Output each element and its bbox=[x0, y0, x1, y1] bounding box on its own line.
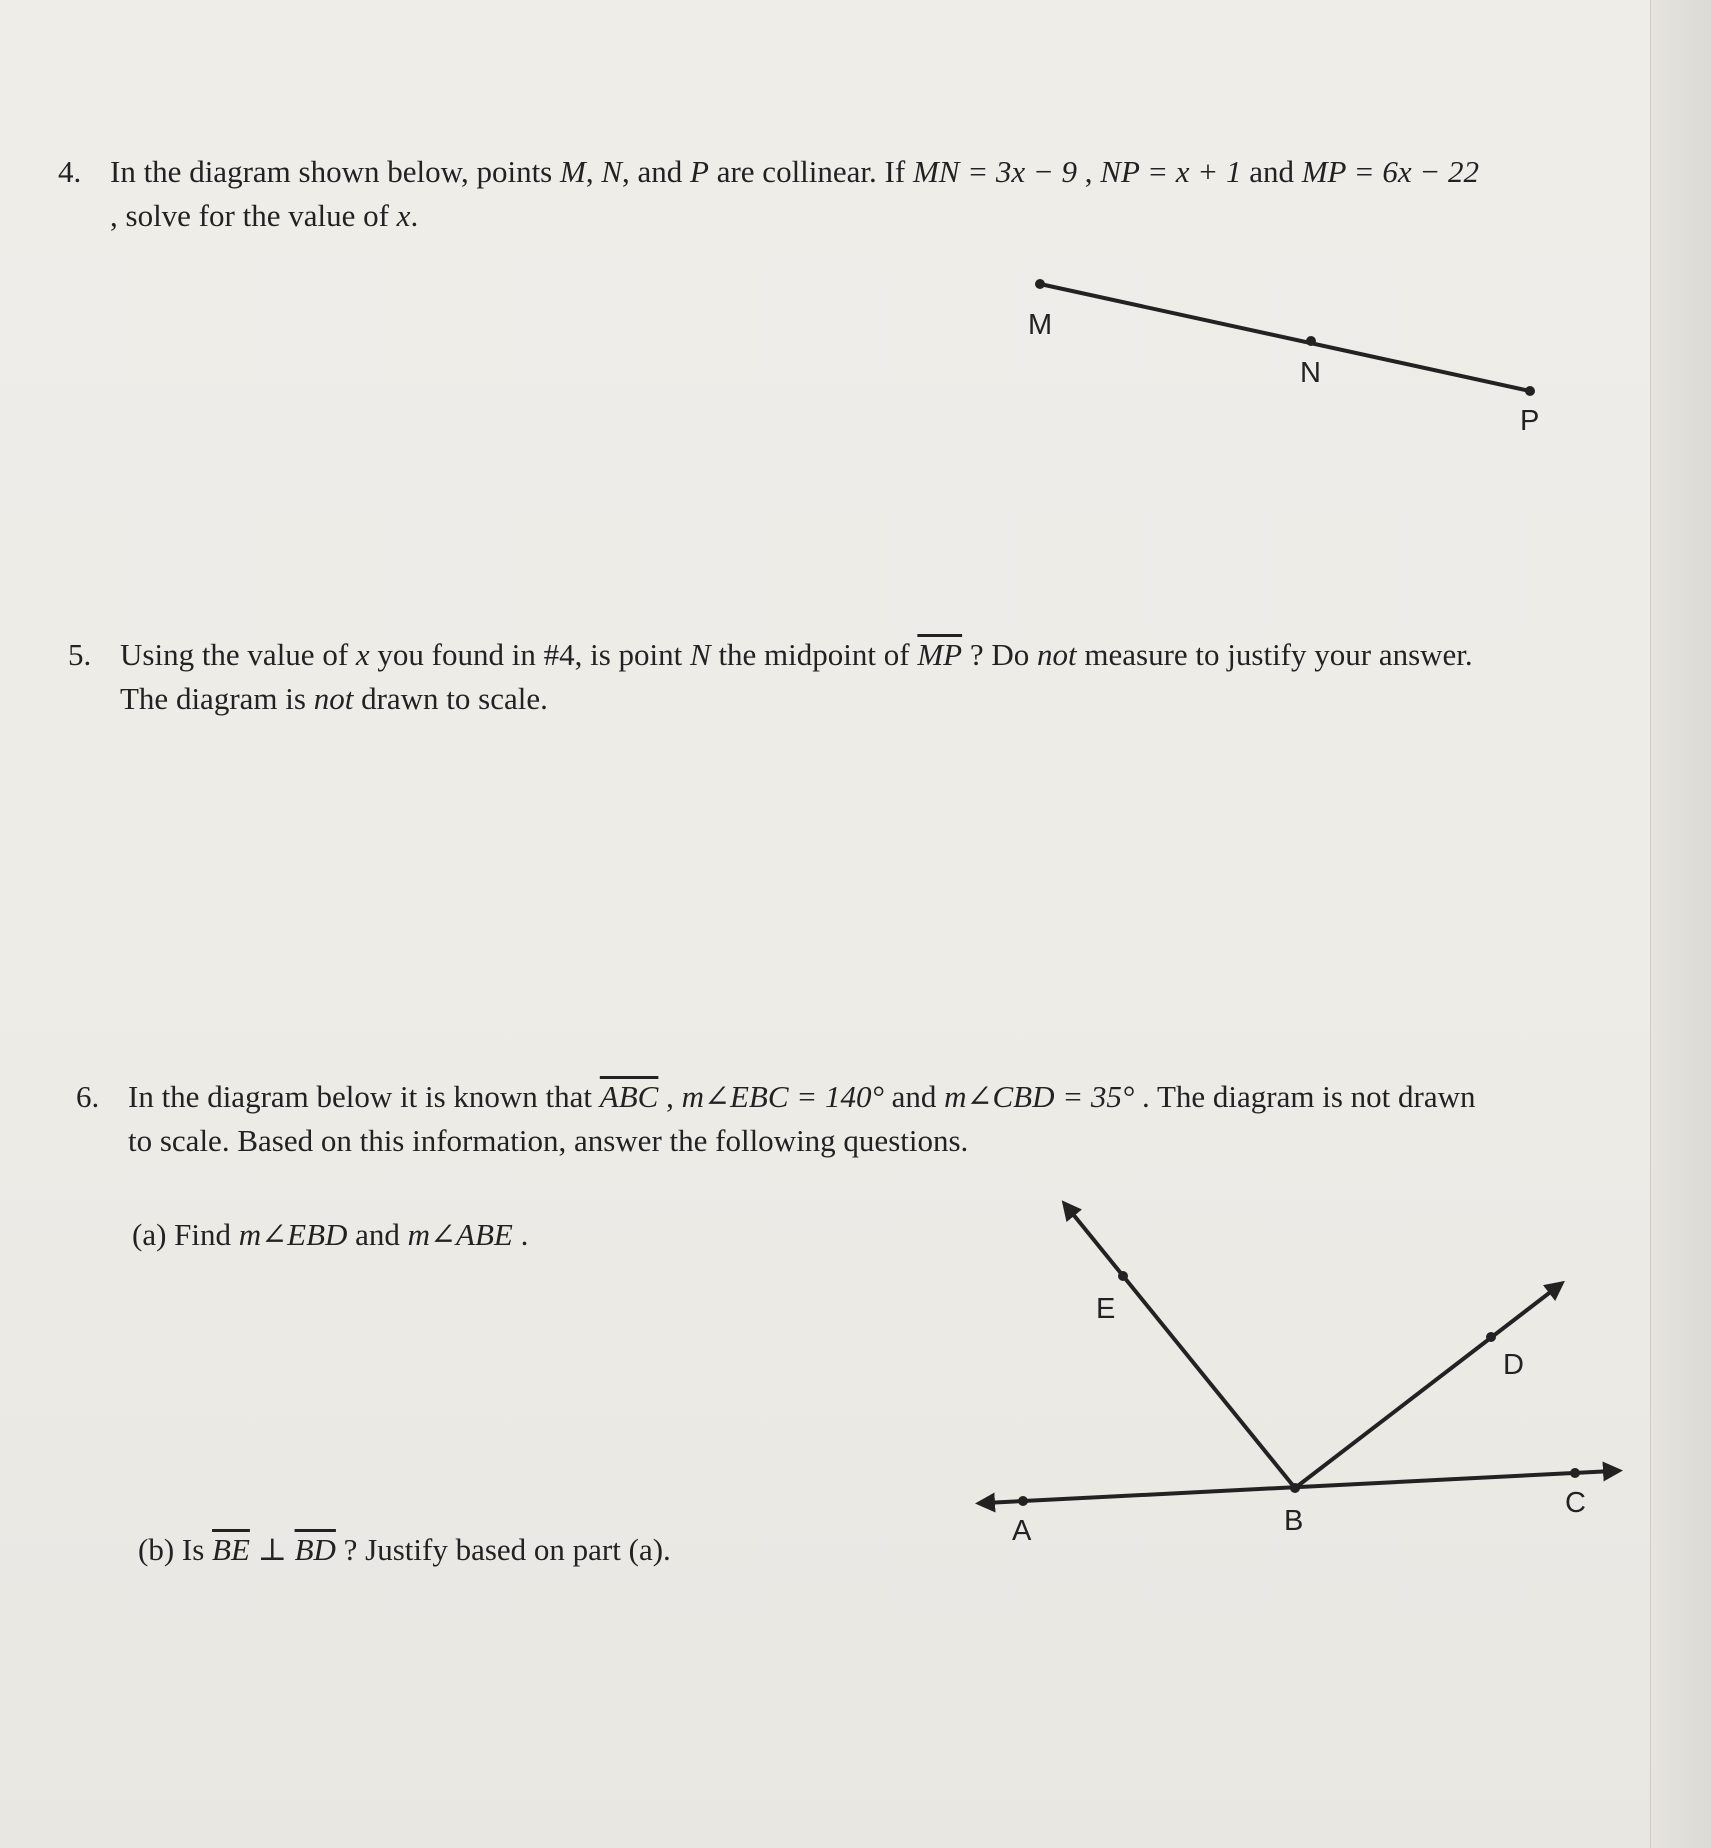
collinear-diagram bbox=[1028, 279, 1539, 437]
label-c: C bbox=[1565, 1487, 1586, 1519]
angle-cbd: m∠CBD = 35° bbox=[944, 1079, 1135, 1114]
label-a: A bbox=[1012, 1515, 1032, 1547]
ray-bd: $\overline{BD}$ bbox=[294, 1532, 336, 1567]
question-4: 4. In the diagram shown below, points M, N, and P are collinear. If MN = 3x − 9 , NP = x + 1 and MP = 6x − 22 , solve for the value of x. bbox=[58, 150, 1538, 238]
angle-diagram bbox=[985, 1208, 1613, 1547]
question-6a: (a) Find m∠EBD and m∠ABE . bbox=[132, 1217, 529, 1252]
label-d: D bbox=[1503, 1349, 1524, 1381]
point-a bbox=[1018, 1496, 1028, 1506]
question-6b: (b) Is $\overline{BE}$ ⊥ $\overline{BD}$ ? Justify based on part (a). bbox=[138, 1532, 671, 1567]
angle-ebc: m∠EBC = 140° bbox=[681, 1079, 884, 1114]
label-p: P bbox=[1520, 405, 1540, 437]
point-p bbox=[1525, 386, 1535, 396]
equation-mn: MN = 3x − 9 bbox=[912, 154, 1078, 189]
label-n: N bbox=[1300, 357, 1321, 389]
label-b: B bbox=[1284, 1505, 1304, 1537]
question-number: 6. bbox=[76, 1079, 100, 1114]
label-e: E bbox=[1096, 1293, 1116, 1325]
line-abc: $\overline{ABC}$ bbox=[599, 1079, 659, 1114]
label-m: M bbox=[1028, 309, 1053, 341]
question-6: 6. In the diagram below it is known that $\overline{ABC}$ , m∠EBC = 140° and m∠CBD = 35° . The diagram is not drawn to scale. Based on this information, answer the following questions. bbox=[76, 1075, 1576, 1163]
segment-mp-line bbox=[1040, 284, 1530, 391]
point-e bbox=[1118, 1271, 1128, 1281]
point-b bbox=[1290, 1483, 1300, 1493]
point-m bbox=[1035, 279, 1045, 289]
equation-np: NP = x + 1 bbox=[1100, 154, 1242, 189]
point-n bbox=[1306, 336, 1316, 346]
ray-be: $\overline{BE}$ bbox=[212, 1532, 250, 1567]
ray-be-line bbox=[1068, 1208, 1295, 1488]
ray-bd-line bbox=[1295, 1287, 1557, 1488]
question-5: 5. Using the value of x you found in #4, is point N the midpoint of $\overline{MP}$ ? Do not measure to justify your answer. The diagram is not drawn to scale. bbox=[68, 633, 1568, 721]
segment-mp: $\overline{MP}$ bbox=[917, 637, 963, 672]
question-number: 4. bbox=[58, 154, 82, 189]
question-number: 5. bbox=[68, 637, 92, 672]
point-d bbox=[1486, 1332, 1496, 1342]
point-c bbox=[1570, 1468, 1580, 1478]
equation-mp: MP = 6x − 22 bbox=[1301, 154, 1480, 189]
